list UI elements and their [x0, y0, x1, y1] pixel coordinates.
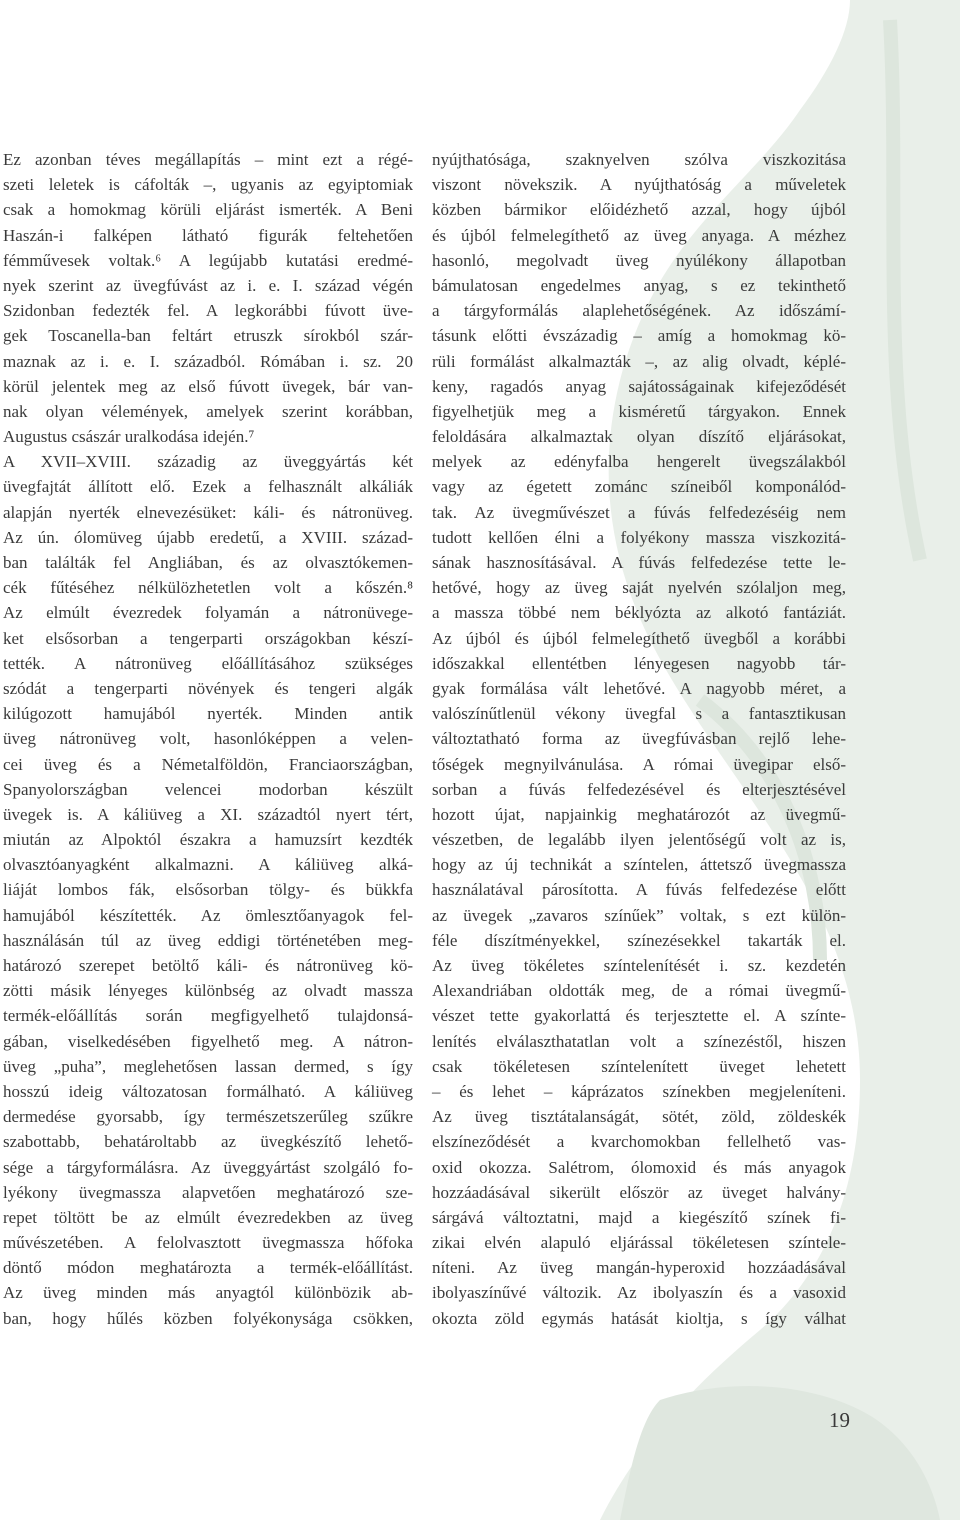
text-line: ban, hogy hűlés közben folyékonysága csökken,	[3, 1308, 413, 1328]
text-line: tudott kellően élni a folyékony massza viszkozitá-	[432, 527, 846, 547]
text-line: szeti leletek is cáfolták –, ugyanis az egyiptomiak	[3, 175, 413, 195]
text-line: Az üveg tisztátalanságát, sötét, zöld, zöldeskék	[432, 1107, 846, 1127]
text-line: cék fűtéséhez nélkülözhetetlen volt a kőszén.⁸	[3, 578, 413, 598]
text-line: csak a homokmag körüli eljárást ismerték. A Beni	[3, 200, 413, 220]
text-line: sárgává változtatni, majd a kiegészítő színek fi-	[432, 1207, 846, 1227]
text-line: liáját lombos fák, elsősorban tölgy- és bükkfa	[3, 880, 413, 900]
text-line: melyek az edényfalba hengerelt üvegszálakból	[432, 452, 846, 472]
text-line: hetővé, hogy az üveg saját nyelvén szólaljon meg,	[432, 578, 846, 598]
text-line: közben bármikor előidézhető azzal, hogy újból	[432, 200, 846, 220]
text-line: sorban a fúvás felfedezésével és elterjesztésével	[432, 779, 846, 799]
text-line: viszont növekszik. A nyújthatóság a műveletek	[432, 175, 846, 195]
text-line: hogy az új technikát a színtelen, áttetsző üvegmassza	[432, 855, 846, 875]
text-line: szódát a tengerparti növények és tengeri algák	[3, 678, 413, 698]
text-line: olvasztóanyagként alkalmazni. A káliüveg alká-	[3, 855, 413, 875]
text-line: nak olyan vélemények, amelyek szerint korábban,	[3, 401, 413, 421]
text-line: vészetben, de legalább ilyen jelentőségű volt az is,	[432, 830, 846, 850]
text-line: tőségek megnyilvánulása. A római üvegipar első-	[432, 754, 846, 774]
text-line: níteni. Az üveg mangán-hyperoxid hozzáadásával	[432, 1258, 846, 1278]
text-line: ban találták fel Angliában, és az olvasztókemen-	[3, 553, 413, 572]
text-line: cei üveg és a Németalföldön, Franciaországban,	[3, 754, 413, 774]
text-line: fémművesek voltak.⁶ A legújabb kutatási eredmé-	[3, 250, 413, 270]
text-line: sége a tárgyformálásra. Az üveggyártást szolgáló fo-	[3, 1157, 413, 1177]
text-line: üveg nátronüveg volt, hasonlóképpen a velen-	[3, 729, 413, 749]
text-line: hasonló, megolvadt üveg nyúlékony állapotban	[432, 250, 846, 270]
text-line: használásán túl az üveg eddigi történetében meg-	[3, 930, 413, 950]
text-line: elszíneződését a kvarchomokban fellelhető vas-	[432, 1132, 846, 1152]
text-line: bámulatosan engedelmes anyag, s ez tekinthető	[432, 275, 846, 295]
text-line: szabottabb, behatároltabb az üvegkészítő lehető-	[3, 1132, 413, 1152]
text-line: kilúgozott hamujából nyerték. Minden antik	[3, 704, 413, 724]
text-line: Az ún. ólomüveg újabb eredetű, a XVIII. század-	[3, 527, 413, 547]
text-line: és újból felmelegíthető az üveg anyaga. A mézhez	[432, 225, 846, 245]
text-line: zikai elvén alapuló eljárással tökéletesen színtele-	[432, 1233, 846, 1253]
text-line: üveg „puha”, meglehetősen lassan dermed, s így	[3, 1056, 413, 1076]
text-line: lenítés elválaszthatatlan volt a színezéstől, hiszen	[432, 1031, 846, 1051]
text-line: tak. Az üvegművészet a fúvás felfedezéséig nem	[432, 502, 846, 522]
text-line: Az üveg minden más anyagtól különbözik ab-	[3, 1283, 413, 1303]
text-line: Az újból és újból felmelegíthető üvegből a korábbi	[432, 628, 846, 648]
text-line: repet töltött be az elmúlt évezredekben az üveg	[3, 1207, 413, 1227]
text-line: nyek szerint az üvegfúvást az i. e. I. század végén	[3, 275, 413, 295]
left-text-column	[3, 147, 413, 1331]
text-line: Az üveg tökéletes színtelenítését i. sz. kezdetén	[432, 956, 846, 975]
text-line: feloldására alkalmaztak olyan díszítő eljárásokat,	[432, 427, 846, 447]
text-line: alapján nyerték elnevezésüket: káli- és nátronüveg.	[3, 502, 413, 522]
text-line: rüli formálást alkalmazták –, az alig olvadt, képlé-	[432, 351, 846, 371]
page-number: 19	[829, 1408, 850, 1432]
text-line: termék-előállítás során megfigyelhető tulajdonsá-	[3, 1006, 413, 1026]
text-line: valószínűtlenül vékony üvegfal s a fantasztikusan	[432, 704, 846, 724]
text-line: gyak formálása vált lehetővé. A nagyobb méret, a	[432, 678, 846, 698]
right-text-column	[432, 147, 846, 1331]
text-line: zötti másik lényeges különbség az olvadt massza	[3, 981, 413, 1001]
text-line: – és lehet – káprázatos színekben megjeleníteni.	[432, 1081, 846, 1101]
text-line: döntő módon meghatározta a termék-előállítást.	[3, 1258, 413, 1278]
text-line: határozó szerepet betöltő káli- és nátronüveg kö-	[3, 956, 413, 975]
text-line: vagy az égetett zománc színeiből komponálód-	[432, 477, 846, 497]
text-line: Spanyolországban velencei modorban készült	[3, 779, 413, 799]
text-line: használatával párosította. A fúvás felfedezése előtt	[432, 880, 846, 900]
text-line: nyújthatósága, szaknyelven szólva viszkozitása	[432, 150, 846, 169]
text-line: időszakkal ellentétben lényegesen nagyobb tár-	[432, 653, 846, 673]
text-line: féle díszítményekkel, színezésekkel takarták el.	[432, 930, 846, 950]
text-line: a massza többé nem béklyózta az alkotó fantáziát.	[432, 603, 846, 623]
text-line: üvegfajtát állított elő. Ezek a felhasznált alkáliák	[3, 477, 413, 497]
text-line: figyelhetjük meg a kisméretű tárgyakon. Ennek	[432, 401, 846, 421]
text-line: lyékony üvegmassza alapvetően meghatározó sze-	[3, 1182, 413, 1202]
text-line: ket elsősorban a tengerparti országokban készí-	[3, 628, 413, 648]
text-line: maznak az i. e. I. századból. Rómában i. sz. 20	[3, 351, 413, 371]
text-line: Haszán-i falképen látható figurák feltehetően	[3, 225, 413, 245]
text-line: változtatható forma az üvegfúvásban rejlő lehe-	[432, 729, 846, 749]
text-line: sának hasznosításával. A fúvás felfedezése tette le-	[432, 553, 846, 572]
text-line: hozott újat, napjainkig meghatározót az üvegmű-	[432, 804, 846, 824]
text-line: Augustus császár uralkodása idején.⁷	[3, 427, 255, 447]
text-line: Ez azonban téves megállapítás – mint ezt a régé-	[3, 150, 413, 169]
text-line: művészetében. A felolvasztott üvegmassza hőfoka	[3, 1233, 413, 1253]
text-line: tásunk előtti évszázadig – amíg a homokmag kö-	[432, 326, 846, 346]
text-line: ibolyaszínűvé változik. Az ibolyaszín és a vasoxid	[432, 1283, 846, 1303]
text-line: hamujából készítették. Az ömlesztőanyagok fel-	[3, 905, 413, 925]
text-line: gek Toscanella-ban feltárt etruszk sírokból szár-	[3, 326, 413, 346]
text-line: oxid okozza. Salétrom, ólomoxid és más anyagok	[432, 1157, 846, 1177]
text-line: a tárgyformálás alaplehetőségének. Az időszámí-	[432, 301, 846, 321]
text-line: dermedése gyorsabb, így természetszerűleg szűkre	[3, 1107, 413, 1127]
text-line: hosszú ideig változatosan formálható. A káliüveg	[3, 1081, 413, 1101]
text-line: az üvegek „zavaros színűek” voltak, s ezt külön-	[432, 905, 846, 925]
text-line: Szidonban fedezték fel. A legkorábbi fúvott üve-	[3, 301, 413, 321]
text-line: csak tökéletesen színtelenített üveget lehetett	[432, 1056, 846, 1076]
text-line: Az elmúlt évezredek folyamán a nátronüvege-	[3, 603, 413, 623]
text-line: tették. A nátronüveg előállításához szükséges	[3, 653, 413, 673]
text-line: hozzáadásával sikerült először az üveget halvány-	[432, 1182, 846, 1202]
text-line: okozta zöld egymás hatását kioltja, s így válhat	[432, 1308, 846, 1328]
text-line: körül jelentek meg az első fúvott üvegek, bár van-	[3, 376, 413, 396]
text-line: miután az Alpoktól északra a hamuzsírt kezdték	[3, 830, 413, 850]
text-line: keny, ragadós anyag sajátosságainak kifejeződését	[432, 376, 846, 396]
text-line: A XVII–XVIII. századig az üveggyártás két	[3, 452, 413, 472]
text-line: vészet tette gyakorlattá és terjesztette el. A színte-	[432, 1006, 846, 1026]
text-line: gában, viselkedésében figyelhető meg. A nátron-	[3, 1031, 413, 1051]
text-line: üvegek is. A káliüveg a XI. századtól nyert tért,	[3, 804, 413, 824]
text-line: Alexandriában oldották meg, de a római üvegmű-	[432, 981, 846, 1001]
